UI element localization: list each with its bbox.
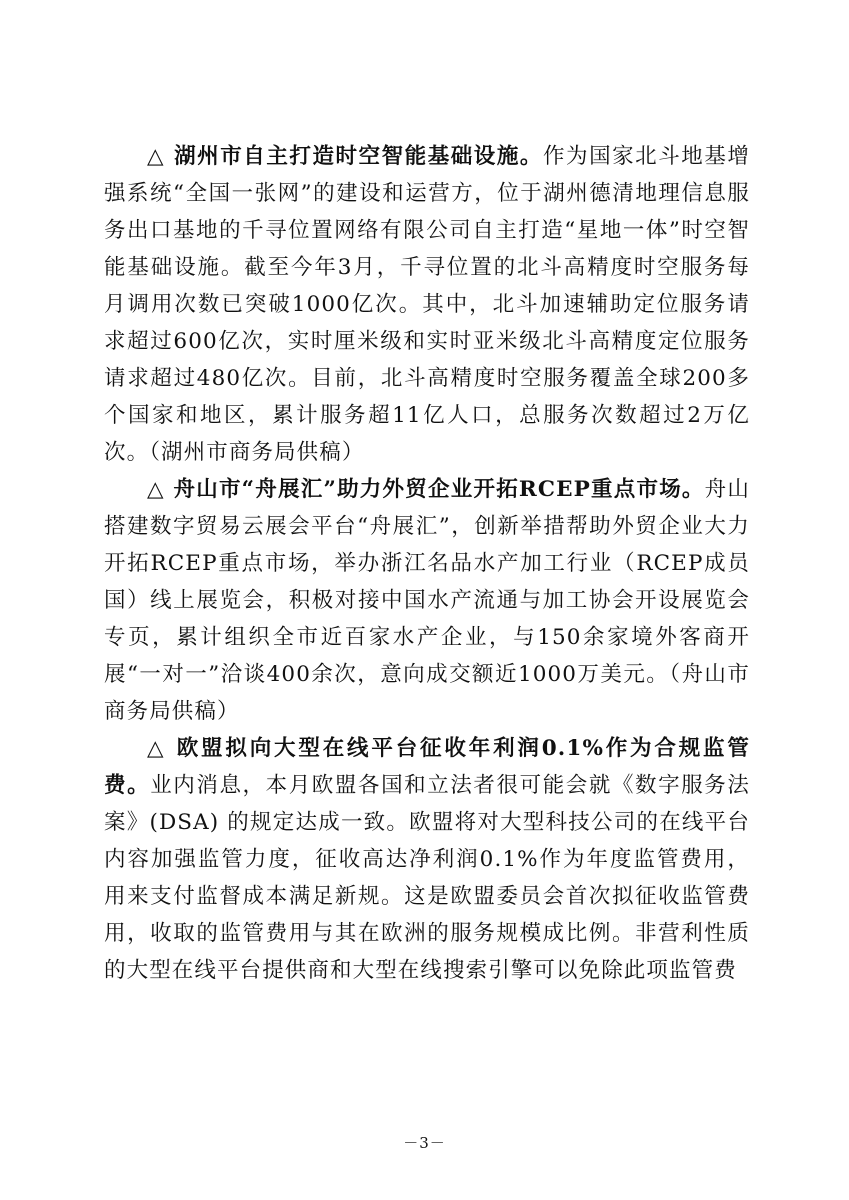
paragraph-zhoushan [104, 471, 750, 730]
document-body [104, 138, 750, 989]
paragraph-text: 业内消息，本月欧盟各国和立法者很可能会就《数字服务法案》(DSA) 的规定达成一致。欧盟将对大型科技公司的在线平台内容加强监管力度，征收高达净利润0.1%作为年度监管费用，用来支付监督成本满足新规。这是欧盟委员会首次拟征收监管费用，收取的监管费用与其在欧洲的服务规模成比例。非营利性质的大型在线平台提供商和大型在线搜索引擎可以免除此项监管费 [104, 773, 751, 983]
paragraph-text: 舟山搭建数字贸易云展会平台“舟展汇”，创新举措帮助外贸企业大力开拓RCEP重点市场，举办浙江名品水产加工行业（RCEP成员国）线上展览会，积极对接中国水产流通与加工协会开设展览会专页，累计组织全市近百家水产企业，与150余家境外客商开展“一对一”洽谈400余次，意向成交额近1000万美元。（舟山市商务局供稿） [104, 477, 750, 724]
paragraph-headline: △ 欧盟拟向大型在线平台征收年利润0.1%作为合规监管费。 [104, 736, 750, 798]
paragraph-headline: △ 舟山市“舟展汇”助力外贸企业开拓RCEP重点市场。 [147, 477, 705, 502]
paragraph-text: 作为国家北斗地基增强系统“全国一张网”的建设和运营方，位于湖州德清地理信息服务出口基地的千寻位置网络有限公司自主打造“星地一体”时空智能基础设施。截至今年3月，千寻位置的北斗高精度时空服务每月调用次数已突破1000亿次。其中，北斗加速辅助定位服务请求超过600亿次，实时厘米级和实时亚米级北斗高精度定位服务请求超过480亿次。目前，北斗高精度时空服务覆盖全球200多个国家和地区，累计服务超11亿人口，总服务次数超过2万亿次。（湖州市商务局供稿） [104, 144, 750, 465]
page-number: －3－ [403, 1134, 446, 1152]
paragraph-eu [104, 730, 750, 989]
paragraph-headline: △ 湖州市自主打造时空智能基础设施。 [147, 144, 543, 169]
paragraph-huzhou [104, 138, 750, 471]
